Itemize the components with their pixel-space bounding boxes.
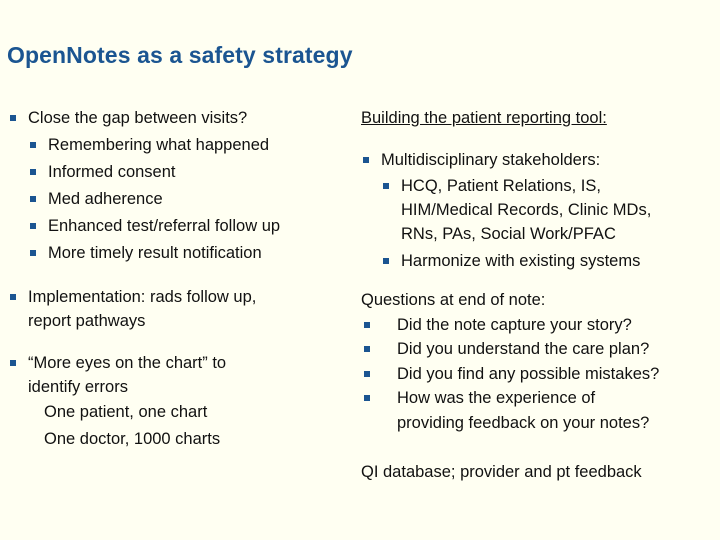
bullet-text-line: Implementation: rads follow up, bbox=[28, 288, 257, 306]
bullet-text-line: report pathways bbox=[28, 312, 146, 330]
square-bullet-icon bbox=[10, 360, 16, 366]
section-heading: Building the patient reporting tool: bbox=[361, 109, 607, 127]
bullet-more-eyes bbox=[8, 351, 348, 453]
square-bullet-icon bbox=[364, 371, 370, 377]
question-item bbox=[361, 362, 716, 387]
question-text: Did the note capture your story? bbox=[397, 315, 632, 334]
sub-bullet bbox=[8, 159, 348, 186]
sub-bullet-text: More timely result notification bbox=[48, 244, 262, 262]
sub-bullet-text: Enhanced test/referral follow up bbox=[48, 217, 281, 235]
sub-bullet-text: Harmonize with existing systems bbox=[401, 252, 641, 270]
question-text-line: How was the experience of bbox=[397, 389, 596, 407]
question-item bbox=[361, 337, 716, 362]
footer-note: QI database; provider and pt feedback bbox=[361, 463, 642, 481]
square-bullet-icon bbox=[364, 395, 370, 401]
square-bullet-icon bbox=[30, 196, 36, 202]
bullet-text-line: identify errors bbox=[28, 378, 128, 396]
question-text-line: providing feedback on your notes? bbox=[397, 413, 650, 432]
note-line: One doctor, 1000 charts bbox=[44, 430, 221, 448]
sub-bullet bbox=[361, 248, 716, 275]
bullet-stakeholders bbox=[361, 147, 716, 174]
square-bullet-icon bbox=[10, 115, 16, 121]
square-bullet-icon bbox=[364, 346, 370, 352]
bullet-text-line: “More eyes on the chart” to bbox=[28, 354, 227, 372]
square-bullet-icon bbox=[30, 250, 36, 256]
square-bullet-icon bbox=[30, 142, 36, 148]
sub-bullet-text-line: HIM/Medical Records, Clinic MDs, bbox=[401, 201, 652, 219]
sub-bullet-text: Informed consent bbox=[48, 163, 176, 181]
right-column bbox=[361, 105, 716, 486]
question-text: Did you find any possible mistakes? bbox=[397, 364, 660, 383]
question-item bbox=[361, 313, 716, 338]
sub-bullet-text: Remembering what happened bbox=[48, 136, 270, 154]
bullet-text: Multidisciplinary stakeholders: bbox=[381, 151, 601, 169]
square-bullet-icon bbox=[30, 223, 36, 229]
square-bullet-icon bbox=[383, 183, 389, 189]
sub-bullet-text: Med adherence bbox=[48, 190, 163, 208]
square-bullet-icon bbox=[363, 157, 369, 163]
bullet-close-gap bbox=[8, 105, 348, 132]
sub-bullet-stakeholder-list bbox=[361, 174, 716, 246]
bullet-text: Close the gap between visits? bbox=[28, 109, 248, 127]
question-text: Did you understand the care plan? bbox=[397, 340, 650, 358]
sub-bullet bbox=[8, 240, 348, 267]
note-line: One patient, one chart bbox=[44, 403, 208, 421]
square-bullet-icon bbox=[383, 258, 389, 264]
left-column bbox=[8, 105, 348, 453]
question-item bbox=[361, 386, 716, 435]
bullet-implementation bbox=[8, 285, 348, 333]
sub-bullet-text-line: HCQ, Patient Relations, IS, bbox=[401, 177, 601, 195]
questions-heading: Questions at end of note: bbox=[361, 291, 546, 309]
sub-bullet-text-line: RNs, PAs, Social Work/PFAC bbox=[401, 225, 616, 243]
square-bullet-icon bbox=[364, 322, 370, 328]
square-bullet-icon bbox=[30, 169, 36, 175]
sub-bullet bbox=[8, 186, 348, 213]
slide-title: OpenNotes as a safety strategy bbox=[7, 42, 353, 68]
square-bullet-icon bbox=[10, 294, 16, 300]
sub-bullet bbox=[8, 213, 348, 240]
sub-bullet bbox=[8, 132, 348, 159]
